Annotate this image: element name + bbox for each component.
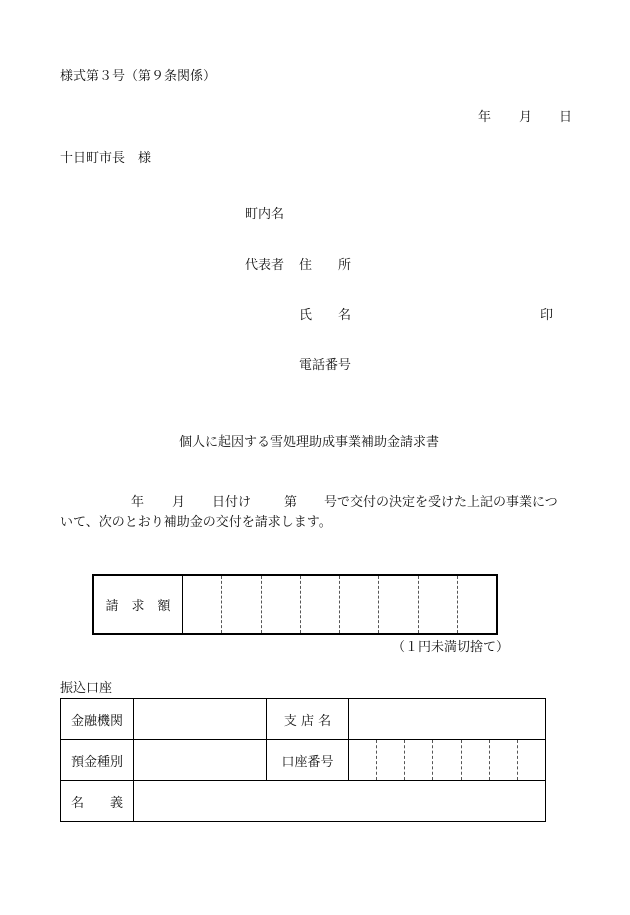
table-row bbox=[61, 699, 546, 740]
date-year-label: 年 bbox=[478, 110, 492, 125]
institution-label-cell bbox=[61, 699, 134, 740]
account-digit-cell[interactable] bbox=[405, 740, 433, 780]
account-number-field bbox=[349, 740, 546, 781]
account-digit-cell[interactable] bbox=[377, 740, 405, 780]
account-digit-cell[interactable] bbox=[490, 740, 518, 780]
account-number-label-cell bbox=[267, 740, 349, 781]
branch-label-cell bbox=[267, 699, 349, 740]
account-digit-cell[interactable] bbox=[349, 740, 377, 780]
holder-label-cell bbox=[61, 781, 134, 822]
seal-mark: 印 bbox=[540, 308, 554, 323]
date-month-label: 月 bbox=[519, 110, 533, 125]
deposit-type-label-cell bbox=[61, 740, 134, 781]
body-dai: 第 bbox=[284, 495, 298, 510]
town-name-label: 町内名 bbox=[245, 207, 285, 222]
bank-account-table bbox=[60, 698, 546, 822]
claim-digit-cell[interactable] bbox=[301, 576, 340, 633]
account-digit-cell[interactable] bbox=[462, 740, 490, 780]
recipient: 十日町市長 様 bbox=[60, 151, 152, 166]
rounding-note: （１円未満切捨て） bbox=[392, 640, 510, 655]
claim-amount-label-cell bbox=[94, 576, 183, 633]
body-year: 年 bbox=[131, 495, 145, 510]
body-line1-rest: 号で交付の決定を受けた上記の事業につ bbox=[324, 495, 558, 510]
name-label: 氏 名 bbox=[299, 308, 352, 323]
claim-digit-cell[interactable] bbox=[379, 576, 418, 633]
branch-field[interactable] bbox=[349, 699, 546, 740]
holder-field[interactable] bbox=[134, 781, 546, 822]
address-label: 住 所 bbox=[299, 258, 352, 273]
document-title: 個人に起因する雪処理助成事業補助金請求書 bbox=[179, 435, 440, 450]
phone-label: 電話番号 bbox=[299, 358, 352, 373]
account-number-label: 口座番号 bbox=[281, 754, 334, 770]
claim-digit-cell[interactable] bbox=[262, 576, 301, 633]
body-date-suffix: 日付け bbox=[212, 495, 252, 510]
claim-digit-cell[interactable] bbox=[419, 576, 458, 633]
claim-digit-cell[interactable] bbox=[222, 576, 261, 633]
form-number: 様式第３号（第９条関係） bbox=[60, 69, 217, 84]
table-row bbox=[61, 781, 546, 822]
deposit-type-label: 預金種別 bbox=[71, 754, 124, 770]
body-month: 月 bbox=[172, 495, 186, 510]
institution-label: 金融機関 bbox=[71, 713, 124, 729]
holder-label: 名 義 bbox=[71, 795, 124, 811]
claim-amount-label: 請 求 額 bbox=[105, 599, 171, 614]
table-row bbox=[61, 740, 546, 781]
bank-heading: 振込口座 bbox=[60, 681, 113, 696]
date-day-label: 日 bbox=[559, 110, 573, 125]
claim-amount-box bbox=[92, 574, 498, 635]
claim-digit-cell[interactable] bbox=[183, 576, 222, 633]
account-digit-cell[interactable] bbox=[433, 740, 461, 780]
representative-label: 代表者 bbox=[245, 258, 285, 273]
account-digit-cell[interactable] bbox=[518, 740, 545, 780]
institution-field[interactable] bbox=[134, 699, 267, 740]
deposit-type-field[interactable] bbox=[134, 740, 267, 781]
claim-digit-cell[interactable] bbox=[340, 576, 379, 633]
branch-label: 支 店 名 bbox=[283, 713, 332, 729]
claim-digit-cell[interactable] bbox=[458, 576, 496, 633]
body-line2: いて、次のとおり補助金の交付を請求します。 bbox=[60, 515, 332, 530]
